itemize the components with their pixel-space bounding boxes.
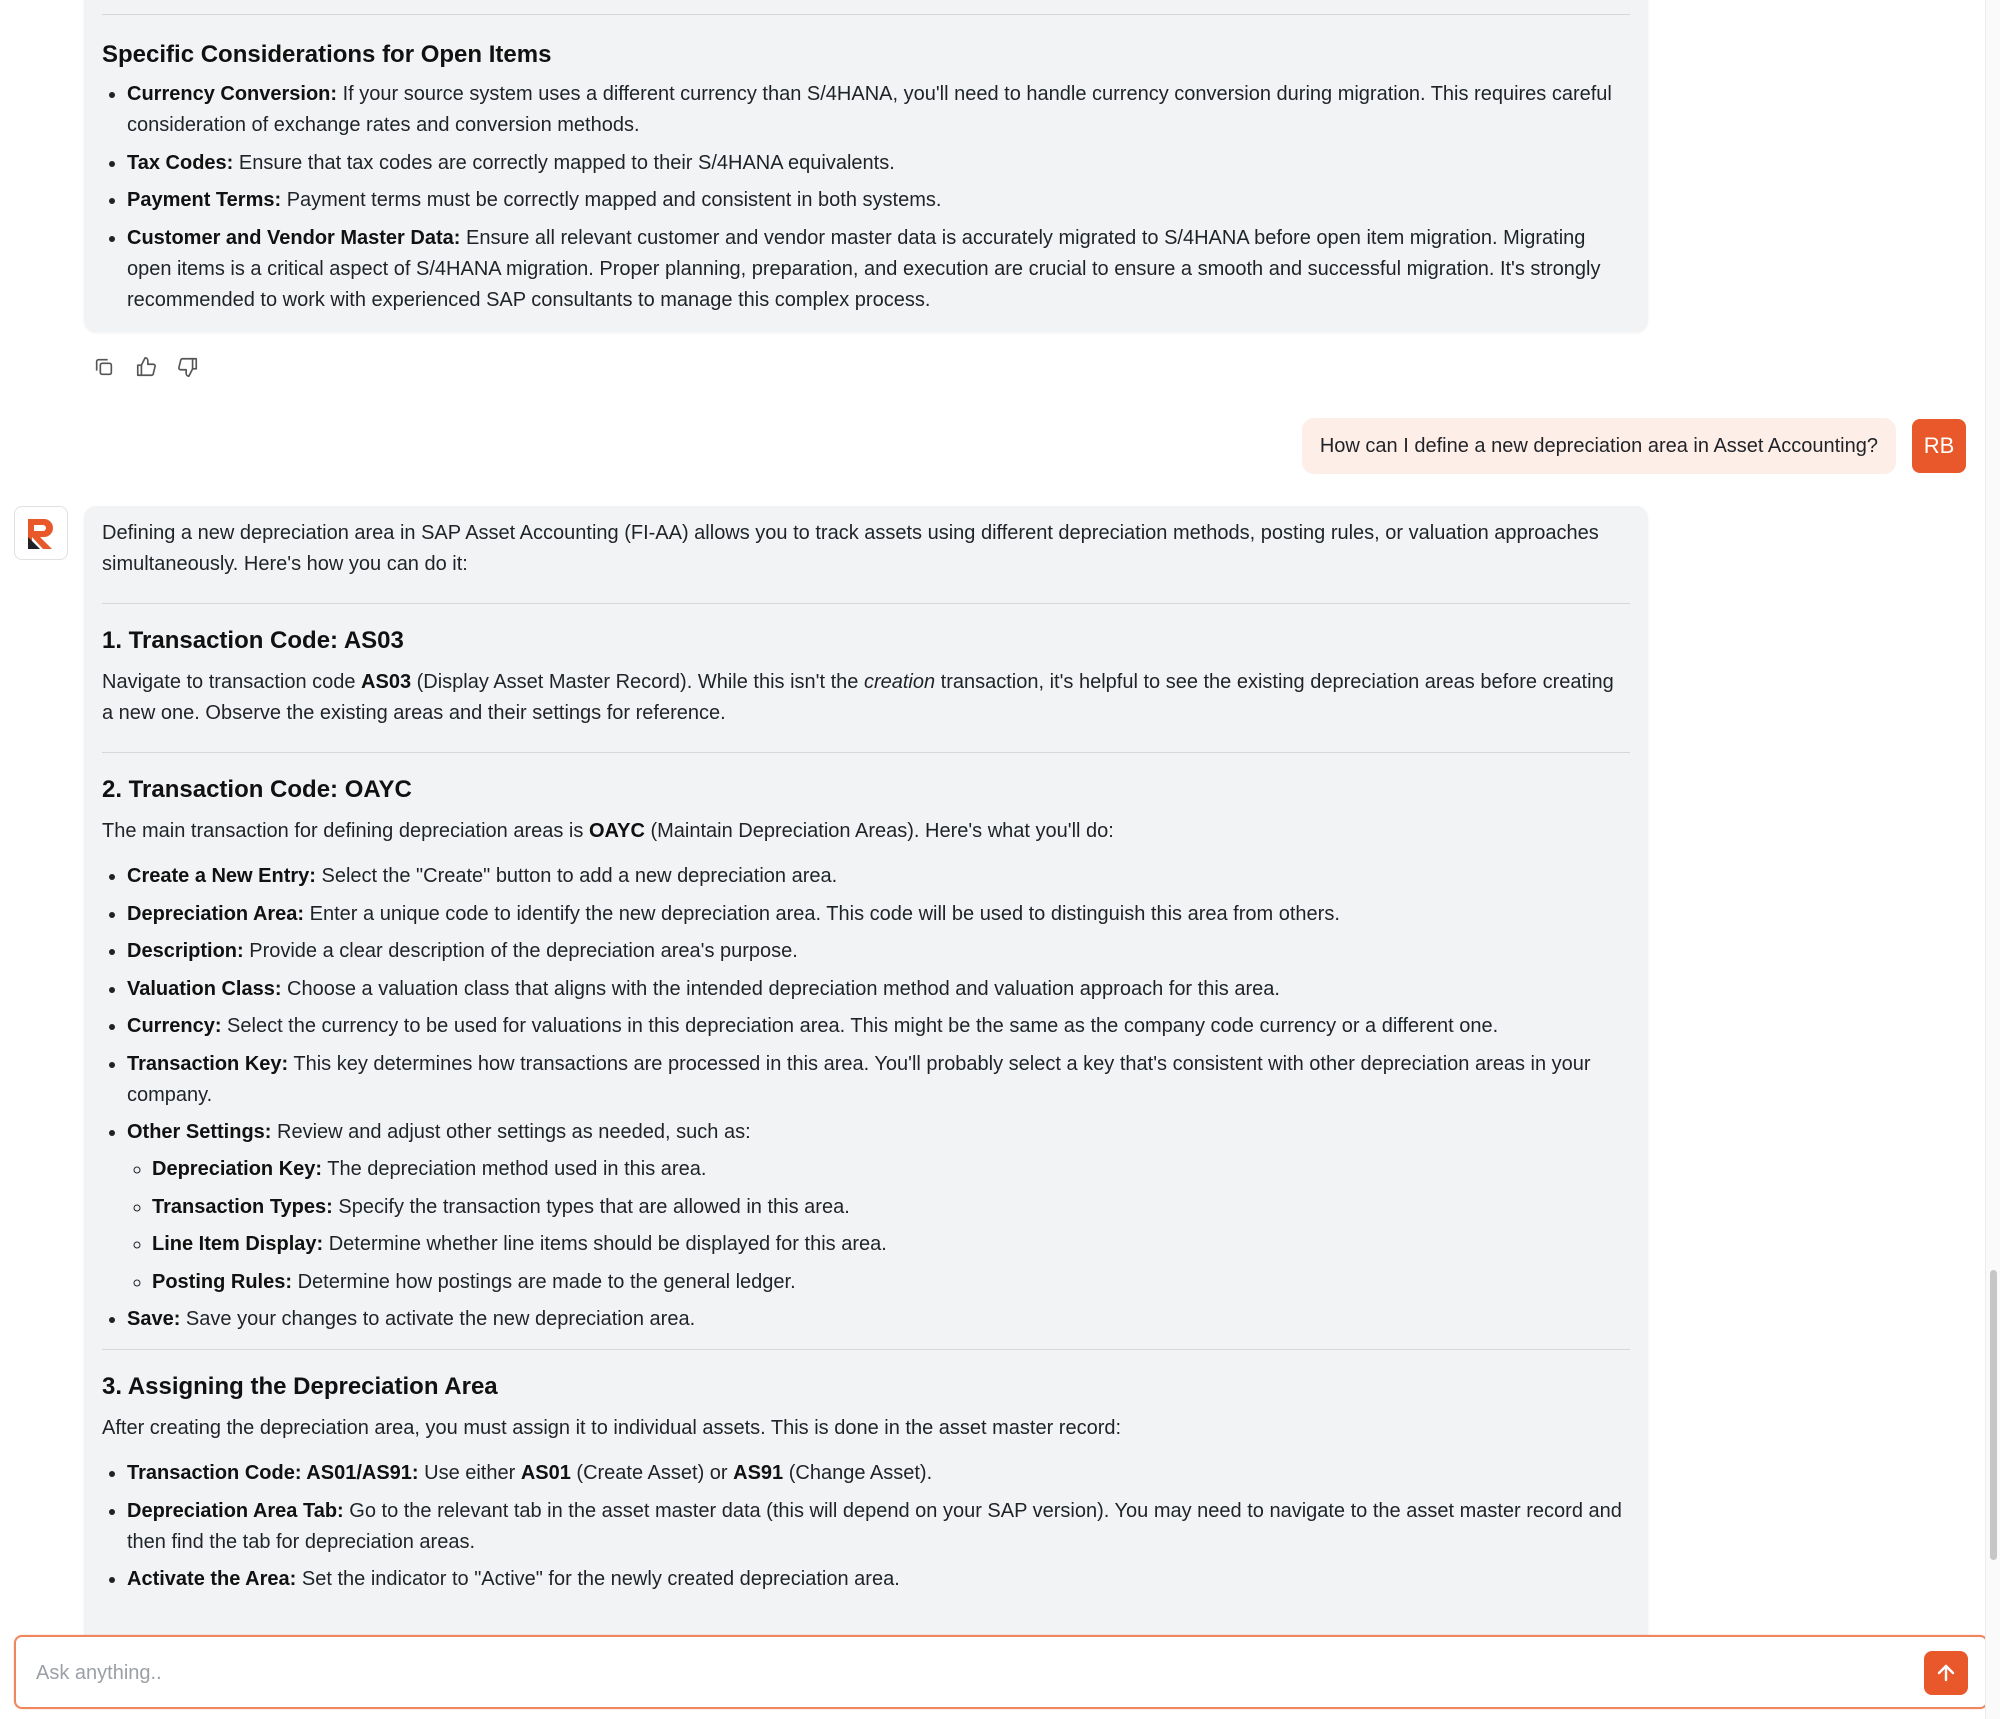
thumbs-down-icon[interactable] (176, 355, 200, 379)
chat-input[interactable] (34, 1651, 1918, 1695)
assistant-logo (14, 506, 68, 560)
sub-list-item: ◦ Transaction Types: Specify the transaction types that are allowed in this area. (152, 1192, 1630, 1223)
list-item: • Transaction Key: This key determines how transactions are processed in this area. You'll probably select a key that's consistent with other depreciation areas in your company. (127, 1049, 1630, 1111)
divider (102, 1349, 1630, 1350)
sub-list-item: ◦ Line Item Display: Determine whether line items should be displayed for this area. (152, 1229, 1630, 1260)
list-item: • Valuation Class: Choose a valuation class that aligns with the intended depreciation method and valuation approach for this area. (127, 974, 1630, 1005)
assistant-message (84, 506, 1648, 1656)
section-heading: Specific Considerations for Open Items (102, 41, 552, 68)
section-heading: 3. Assigning the Depreciation Area (102, 1373, 498, 1400)
section-heading: 2. Transaction Code: OAYC (102, 776, 412, 803)
user-message: How can I define a new depreciation area in Asset Accounting? (1302, 418, 1896, 474)
arrow-up-icon (1934, 1661, 1958, 1685)
divider (102, 14, 1630, 15)
user-message-row (1302, 418, 1966, 474)
thumbs-up-icon[interactable] (134, 355, 158, 379)
copy-icon[interactable] (92, 355, 116, 379)
previous-assistant-message (84, 0, 1648, 332)
considerations-list (102, 79, 1630, 316)
sub-list-item: ◦ Posting Rules: Determine how postings are made to the general ledger. (152, 1267, 1630, 1298)
list-item: • Payment Terms: Payment terms must be correctly mapped and consistent in both systems. (127, 185, 1630, 216)
section-heading: 1. Transaction Code: AS03 (102, 627, 404, 654)
assign-list (102, 1458, 1630, 1595)
steps-list (102, 861, 1630, 1335)
scrollbar-thumb[interactable] (1990, 1270, 1997, 1560)
list-item: • Currency: Select the currency to be used for valuations in this depreciation area. This might be the same as the company code currency or a different one. (127, 1011, 1630, 1042)
list-item: • Description: Provide a clear description of the depreciation area's purpose. (127, 936, 1630, 967)
list-item: • Other Settings: Review and adjust other settings as needed, such as: ◦ Depreciation Key: The depreciation method used in this area. ◦ Transaction Types: Specify the transaction types that are allowed in this area. ◦ Line Item Display: Determine whether line items should be displayed for this area. ◦ Posting Rules: Determine how postings are made to the general ledger. (127, 1117, 1630, 1298)
section-paragraph: After creating the depreciation area, you must assign it to individual assets. This is done in the asset master record: (102, 1417, 1122, 1439)
divider (102, 603, 1630, 604)
list-item: • Activate the Area: Set the indicator to "Active" for the newly created depreciation area. (127, 1564, 1630, 1595)
list-item: • Transaction Code: AS01/AS91: Use either AS01 (Create Asset) or AS91 (Change Asset). (127, 1458, 1630, 1489)
divider (102, 752, 1630, 753)
list-item: • Tax Codes: Ensure that tax codes are correctly mapped to their S/4HANA equivalents. (127, 148, 1630, 179)
list-item: • Currency Conversion: If your source system uses a different currency than S/4HANA, you'll need to handle currency conversion during migration. This requires careful consideration of exchange rates and conversion methods. (127, 79, 1630, 141)
user-avatar: RB (1912, 419, 1966, 473)
sub-list-item: ◦ Depreciation Key: The depreciation method used in this area. (152, 1154, 1630, 1185)
section-paragraph: Navigate to transaction code AS03 (Display Asset Master Record). While this isn't the creation transaction, it's helpful to see the existing depreciation areas before creating a new one. Observe the existing areas and their settings for reference. (102, 671, 1614, 724)
list-item: • Create a New Entry: Select the "Create" button to add a new depreciation area. (127, 861, 1630, 892)
list-item: • Save: Save your changes to activate the new depreciation area. (127, 1304, 1630, 1335)
section-paragraph: The main transaction for defining depreciation areas is OAYC (Maintain Depreciation Areas). Here's what you'll do: (102, 820, 1114, 842)
send-button[interactable] (1924, 1651, 1968, 1695)
sub-list (127, 1154, 1630, 1298)
response-intro: Defining a new depreciation area in SAP Asset Accounting (FI-AA) allows you to track assets using different depreciation methods, posting rules, or valuation approaches simultaneously. Here's how you can do it: (102, 522, 1599, 575)
message-actions (92, 355, 200, 379)
chat-input-bar (14, 1635, 1988, 1709)
list-item: • Customer and Vendor Master Data: Ensure all relevant customer and vendor master data is accurately migrated to S/4HANA before open item migration. Migrating open items is a critical aspect of S/4HANA migration. Proper planning, preparation, and execution are crucial to ensure a smooth and successful migration. It's strongly recommended to work with experienced SAP consultants to manage this complex process. (127, 223, 1630, 316)
list-item: • Depreciation Area Tab: Go to the relevant tab in the asset master data (this will depend on your SAP version). You may need to navigate to the asset master record and then find the tab for depreciation areas. (127, 1496, 1630, 1558)
list-item: • Depreciation Area: Enter a unique code to identify the new depreciation area. This code will be used to distinguish this area from others. (127, 899, 1630, 930)
